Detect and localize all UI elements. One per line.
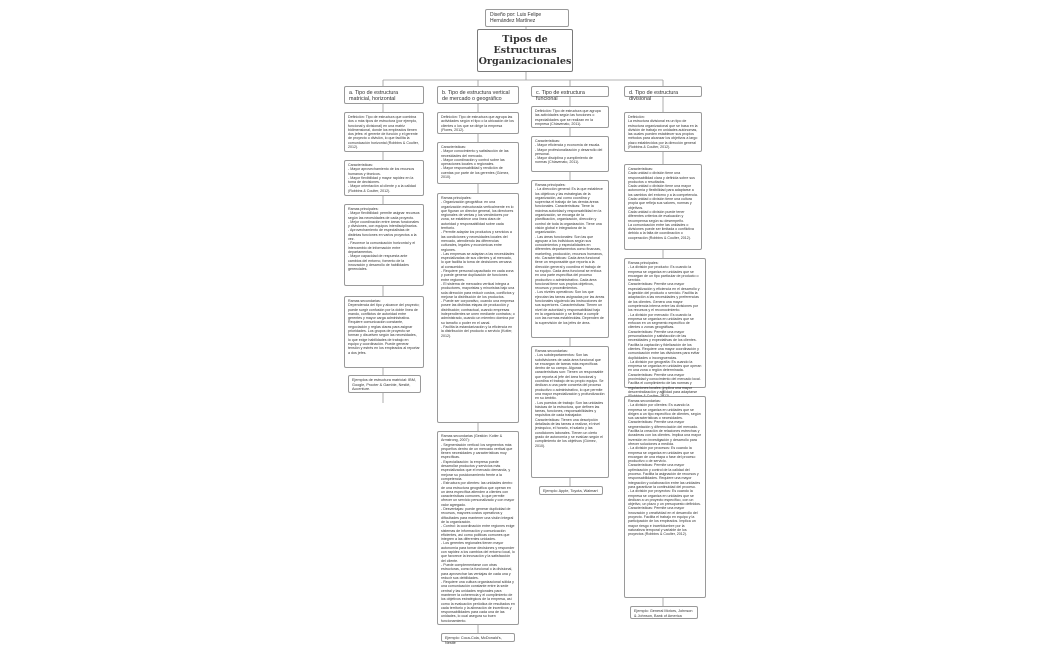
branch-d-definition[interactable]: Definición: La estructura divisional es un tipo de estructura organizacional que se basa en la división de trabajo en unidades autónomas, las cuales pueden establecer sus propios métodos para alcanzar los objetivos a largo plazo establecidos por la dirección general (Robbins & Coulter, 2012).: [624, 112, 702, 152]
branch-d-example[interactable]: Ejemplo: General Motors, Johnson & Johnson, Bank of America: [630, 606, 698, 619]
branch-c-features[interactable]: Características: - Mayor eficiencia y economía de escala. - Mayor profesionalización y desarrollo del personal. - Mayor disciplina y cumplimiento de normas (Chiavenato, 2011).: [531, 136, 609, 172]
branch-c-secondary-branches[interactable]: Ramas secundarias: - Los subdepartamentos: Son las subdivisiones de cada área funcional que se encargan de tareas más específicas dentro de su campo. Algunas características son: Tienen un responsable que reporta al jefe del área funcional y coordina el trabajo de su propio equipo. Se dedican a una parte concreta del proceso productivo o administrativo, lo que permite una mayor especialización y profundización en su ámbito. - Los puestos de trabajo: Son las unidades básicas de la estructura, que definen las tareas, funciones, responsabilidades y requisitos de cada trabajador. Características: Tienen una descripción detallada de las tareas a realizar, el nivel jerárquico, el horario, el salario y las condiciones laborales. Tienen un cierto grado de autonomía y se evalúan según el cumplimiento de los objetivos (Gómez, 2010).: [531, 346, 609, 478]
branch-c-main-branches[interactable]: Ramas principales: - La dirección general: Es la que establece los objetivos y las estrategias de la organización, así como coordina y supervisa el trabajo de las demás áreas funcionales. Características: Tiene la máxima autoridad y responsabilidad en la organización, se encarga de la planificación, organización, dirección y control de toda la organización. Tiene una visión global e integradora de la organización. - Las áreas funcionales: Son las que agrupan a los individuos según sus conocimientos y especialidades en diferentes departamentos como finanzas, marketing, producción, recursos humanos, etc. Características: Cada área funcional tiene un responsable que reporta a la dirección general y coordina el trabajo de su equipo. Cada área funcional se enfoca en una parte específica del proceso productivo o administrativo. Cada área funcional tiene sus propios objetivos, recursos y procedimientos. - Los niveles operativos: Son los que ejecutan las tareas asignadas por las áreas funcionales siguiendo las instrucciones de sus superiores. Características: Tienen un nivel de autoridad y responsabilidad bajo en la organización y se limitan a cumplir con las normas establecidas. Dependen de la supervisión de los jefes de área.: [531, 180, 609, 338]
branch-a-main-branches[interactable]: Ramas principales: - Mayor flexibilidad: permite asignar recursos según las necesidades de cada proyecto. - Mejor coordinación entre áreas funcionales y divisiones, con equipos interdisciplinarios. - Aprovechamiento de especialistas de distintas funciones en varios proyectos a la vez. - Favorece la comunicación horizontal y el intercambio de información entre departamentos. - Mayor capacidad de respuesta ante cambios del entorno, fomento de la innovación y desarrollo de habilidades gerenciales.: [344, 204, 424, 286]
branch-c-example[interactable]: Ejemplo: Apple, Toyota, Walmart: [539, 486, 603, 495]
branch-c-header[interactable]: c. Tipo de estructura funcional: [531, 86, 609, 97]
branch-b-definition[interactable]: Definición: Tipo de estructura que agrupa las actividades según el tipo o la ubicación de los clientes o los que se dirige la empresa (Fiores, 2012).: [437, 112, 519, 134]
branch-d-header[interactable]: d. Tipo de estructura divisional: [624, 86, 702, 97]
author-credit: Diseño por: Luis Felipe Hernández Martínez: [485, 9, 569, 27]
page-title: Tipos de Estructuras Organizacionales: [477, 29, 573, 72]
branch-a-features[interactable]: Características: - Mayor aprovechamiento de los recursos humanos y técnicos. - Mayor flexibilidad y mayor rapidez en la toma de decisiones. - Mayor orientación al cliente y a la calidad (Robbins & Coulter, 2012).: [344, 160, 424, 196]
branch-b-secondary-branches[interactable]: Ramas secundarias (Gestión: Kotler & Armstrong, 2007): - Segmentación vertical: los segmentos más pequeños dentro de un mercado vertical que tienen necesidades y características muy específicas. - Especialización: la empresa puede desarrollar productos y servicios más especializados que el mercado demanda, y mejorar su posicionamiento frente a la competencia. - Estructura por clientes: las unidades dentro de una estructura geográfica que operan en un área específica atienden a clientes con características comunes, lo que permite ofrecer un servicio personalizado y con mayor valor agregado. - Desventajas: puede generar duplicidad de recursos, mayores costos operativos y dificultades para mantener una visión integral de la organización. - Control: la coordinación entre regiones exige sistemas de información y comunicación eficientes, así como políticas comunes que integren a las diferentes unidades. - Los gerentes regionales tienen mayor autonomía para tomar decisiones y responder con rapidez a los cambios del entorno local, lo que favorece la innovación y la satisfacción del cliente. - Puede complementarse con otras estructuras, como la funcional o la divisional, para aprovechar las ventajas de cada una y reducir sus debilidades. - Requiere una cultura organizacional sólida y una comunicación constante entre la sede central y las unidades regionales para mantener la coherencia y el cumplimiento de los objetivos estratégicos de la empresa, así como la evaluación periódica de resultados en cada territorio y la alineación de incentivos y responsabilidades para cada una de las unidades, lo cual asegura su buen funcionamiento.: [437, 431, 519, 625]
branch-d-main-branches[interactable]: Ramas principales: - La división por producto: Es cuando la empresa se organiza en unidades que se encargan de un tipo particular de producto o servicio. Características: Permite una mayor especialización y eficiencia en el desarrollo y la gestión del producto o servicio. Facilita la adaptación a las necesidades y preferencias de los clientes. Genera una mayor competencia interna entre las divisiones por los recursos y el reconocimiento. - La división por mercado: Es cuando la empresa se organiza en unidades que se enfocan en un segmento específico de clientes o zonas geográficas. Características: Permite una mayor personalización y satisfacción de las necesidades y expectativas de los clientes. Facilita la captación y fidelización de los clientes. Requiere una mayor coordinación y comunicación entre las divisiones para evitar duplicidades o incongruencias. - La división por geografía: Es cuando la empresa se organiza en unidades que operan en una zona o región determinada. Características: Permite una mayor proximidad y conocimiento del mercado local. Facilita el cumplimiento de las normas y regulaciones locales. Implica una mayor descentralización y agilidad para adaptarse: [624, 258, 706, 388]
branch-b-main-branches[interactable]: Ramas principales: - Organización geográfica: en una organización estructurada verticalmente en lo que figuran un director general, los directores regionales de ventas y los vendedores por zona, se establece una línea clara de autoridad y responsabilidad sobre cada territorio. - Permite adaptar los productos y servicios a las condiciones y necesidades locales del mercado, atendiendo las diferencias culturales, legales y económicas entre regiones. - Las empresas se adaptan a las necesidades especializadas de sus clientes y al mercado, lo que facilita la toma de decisiones cercana al consumidor. - Requiere personal capacitado en cada zona y puede generar duplicación de funciones entre regiones. - El sistema de mercadeo vertical integra a productores, mayoristas y minoristas bajo una sola dirección para reducir costos, conflictos y mejorar la distribución de los productos. - Puede ser corporativo, cuando una empresa posee las distintas etapas de producción y distribución; contractual, cuando empresas independientes se unen mediante contratos; o administrado, cuando un miembro domina por su tamaño o poder en el canal. - Facilita la estandarización y la eficiencia en la distribución del producto o servicio (Kotler, 2012).: [437, 193, 519, 423]
branch-a-example[interactable]: Ejemplos de estructura matricial: IBM, Google, Procter & Gamble, Nestlé, Accenture.: [348, 375, 421, 393]
branch-b-features[interactable]: Características: - Mayor conocimiento y satisfacción de las necesidades del mercado. - Mayor coordinación y control sobre las operaciones locales o regionales. - Mayor responsabilidad y rendición de cuentas por parte de los gerentes (Gómez, 2010).: [437, 142, 519, 184]
branch-a-secondary-branches[interactable]: Ramas secundarias: Dependencia del tipo y alcance del proyecto; puede surgir confusión por la doble línea de mando, conflictos de autoridad entre gerentes y mayor carga administrativa. Requiere comunicación constante, negociación y reglas claras para asignar prioridades. Los grupos de proyecto se forman y disuelven según las necesidades, lo que exige habilidades de trabajo en equipo y coordinación. Puede generar tensión y estrés en los empleados al reportar a dos jefes.: [344, 296, 424, 368]
branch-b-header[interactable]: b. Tipo de estructura vertical de mercado o geográfico: [437, 86, 519, 104]
branch-a-definition[interactable]: Definición: Tipo de estructura que combina dos o más tipos de estructura (por ejemplo, funcional y divisional) en una matriz bidimensional, donde los empleados tienen dos jefes: el gerente de función y el gerente de proyecto o división, lo que facilita la comunicación horizontal (Robbins & Coulter, 2012).: [344, 112, 424, 152]
branch-b-example[interactable]: Ejemplo: Coca-Cola, McDonald's, Nestlé: [441, 633, 515, 642]
branch-a-header[interactable]: a. Tipo de estructura matricial, horizontal: [344, 86, 424, 104]
branch-c-definition[interactable]: Definición: Tipo de estructura que agrupa las actividades según las funciones o especialidades que se realizan en la empresa (Chiavenato, 2011).: [531, 106, 609, 128]
branch-d-features[interactable]: Características: Cada unidad o división tiene una responsabilidad clara y definida sobre sus productos o resultados. Cada unidad o división tiene una mayor autonomía y flexibilidad para adaptarse a los cambios del entorno y a la competencia. Cada unidad o división tiene una cultura propia que refleja sus valores, normas y objetivos. Cada unidad o división puede tener diferentes criterios de evaluación y recompensa según su desempeño. La comunicación entre las unidades o divisiones puede ser limitada o conflictiva debido a la falta de coordinación o cooperación (Robbins & Coulter, 2012).: [624, 164, 702, 250]
branch-d-secondary-branches[interactable]: Ramas secundarias: - La división por clientes: Es cuando la empresa se organiza en unidades que se dirigen a un tipo específico de clientes, según sus características o necesidades. Características: Permite una mayor segmentación y diferenciación del mercado. Facilita la creación de relaciones estrechas y duraderas con los clientes. Implica una mayor inversión en investigación y desarrollo para ofrecer soluciones a medida. - La división por procesos: Es cuando la empresa se organiza en unidades que se encargan de una etapa o fase del proceso productivo o de servicio. Características: Permite una mayor optimización y control de la calidad del proceso. Facilita la asignación de recursos y responsabilidades. Requiere una mayor integración y colaboración entre las unidades para garantizar la continuidad del proceso. - La división por proyectos: Es cuando la empresa se organiza en unidades que se dedican a un proyecto específico, con un objetivo, un plazo y un presupuesto definidos. Características: Permite una mayor innovación y creatividad en el desarrollo del proyecto. Facilita el trabajo en equipo y la participación de los empleados. Implica un mayor riesgo e incertidumbre por la naturaleza temporal y variable de los proyectos (Robbins & Coulter, 2012).: [624, 396, 706, 598]
